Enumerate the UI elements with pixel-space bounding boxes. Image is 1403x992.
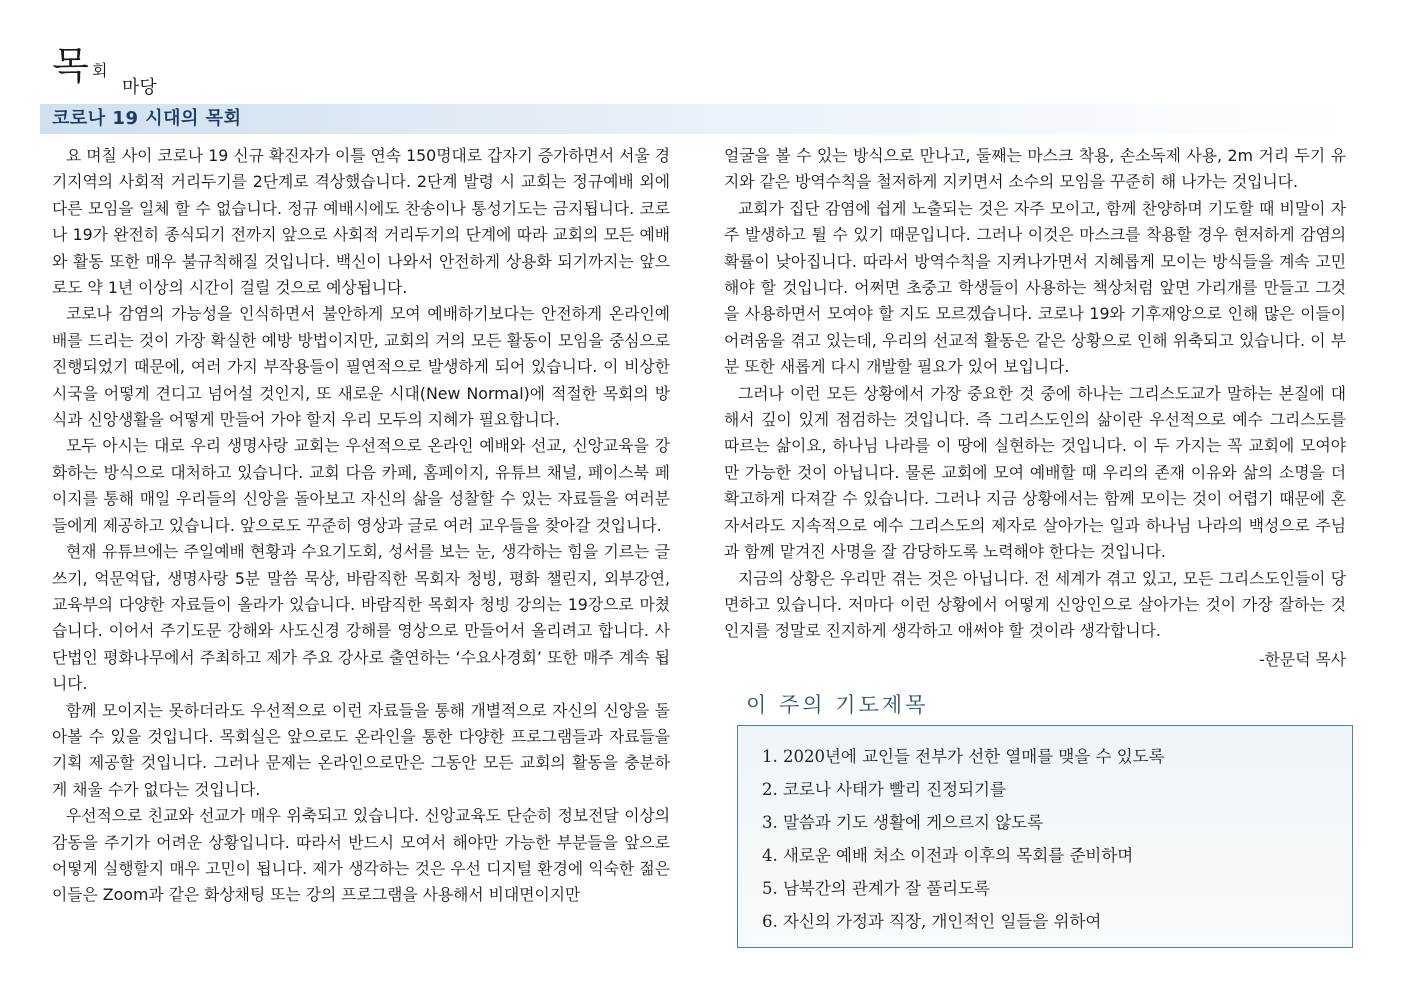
title-bar bbox=[40, 104, 1352, 134]
prayer-item: 6. 자신의 가정과 직장, 개인적인 일들을 위하여 bbox=[762, 912, 1102, 931]
page-title: 코로나 19 시대의 목회 bbox=[52, 108, 242, 129]
article-paragraph: 모두 아시는 대로 우리 생명사랑 교회는 우선적으로 온라인 예배와 선교, 신앙교육을 강화하는 방식으로 대처하고 있습니다. 교회 다음 카페, 홈페이지, 유튜브 채널, 페이스북 페이지를 통해 매일 우리들의 신앙을 돌아보고 자신의 삶을 성찰할 수 있는 자료들을 여러분들에게 제공하고 있습니다. 앞으로도 꾸준히 영상과 글로 여러 교우들을 찾아갈 것입니다. bbox=[52, 436, 670, 535]
article-paragraph: 그러나 이런 모든 상황에서 가장 중요한 것 중에 하나는 그리스도교가 말하는 본질에 대해서 깊이 있게 점검하는 것입니다. 즉 그리스도인의 삶이란 우선적으로 예수 그리스도를 따르는 삶이요, 하나님 나라를 이 땅에 실현하는 것입니다. 이 두 가지는 꼭 교회에 모여야만 가능한 것이 아닙니다. 물론 교회에 모여 예배할 때 우리의 존재 이유와 삶의 소명을 더 확고하게 다져갈 수 있습니다. 그러나 지금 상황에서는 함께 모이는 것이 어렵기 때문에 혼자서라도 지속적으로 예수 그리스도의 제자로 살아가는 일과 하나님 나라의 백성으로 주님과 함께 맡겨진 사명을 잘 감당하도록 노력해야 한다는 것입니다. bbox=[724, 383, 1346, 562]
logo-main-char: 목 bbox=[52, 44, 87, 88]
article-right-column bbox=[724, 143, 1346, 645]
prayer-item: 1. 2020년에 교인들 전부가 선한 열매를 맺을 수 있도록 bbox=[762, 747, 1165, 766]
article-paragraph: 현재 유튜브에는 주일예배 현황과 수요기도회, 성서를 보는 눈, 생각하는 힘을 기르는 글쓰기, 억문억답, 생명사랑 5분 말씀 묵상, 바람직한 목회자 청빙, 평화 챌린지, 외부강연, 교육부의 다양한 자료들이 올라가 있습니다. 바람직한 목회자 청빙 강의는 19강으로 마쳤습니다. 이어서 주기도문 강해와 사도신경 강해를 영상으로 만들어서 올리려고 합니다. 사단법인 평화나무에서 주최하고 제가 주요 강사로 출연하는 ‘수요사경회’ 또한 매주 계속 됩니다. bbox=[52, 542, 670, 694]
article-paragraph: 우선적으로 친교와 선교가 매우 위축되고 있습니다. 신앙교육도 단순히 정보전달 이상의 감동을 주기가 어려운 상황입니다. 따라서 반드시 모여서 해야만 가능한 부분들을 앞으로 어떻게 실행할지 매우 고민이 됩니다. 제가 생각하는 것은 우선 디지털 환경에 익숙한 젊은 이들은 Zoom과 같은 화상채팅 또는 강의 프로그램을 사용해서 비대면이지만 bbox=[52, 806, 670, 905]
prayer-item: 2. 코로나 사태가 빨리 진정되기를 bbox=[762, 780, 1006, 799]
logo-sup-char: 회 bbox=[92, 61, 108, 80]
prayer-box bbox=[737, 725, 1353, 948]
prayer-item: 5. 남북간의 관계가 잘 풀리도록 bbox=[762, 879, 990, 898]
author-signature: -한문덕 목사 bbox=[1258, 650, 1346, 669]
section-logo bbox=[52, 46, 182, 104]
prayer-item: 3. 말씀과 기도 생활에 게으르지 않도록 bbox=[762, 813, 1044, 832]
prayer-list bbox=[762, 740, 1165, 938]
article-paragraph: 코로나 감염의 가능성을 인식하면서 불안하게 모여 예배하기보다는 안전하게 온라인예배를 드리는 것이 가장 확실한 예방 방법이지만, 교회의 거의 모든 활동이 모임을 중심으로 진행되었기 때문에, 여러 가지 부작용들이 필연적으로 발생하게 되어 있습니다. 이 비상한 시국을 어떻게 견디고 넘어설 것인지, 또 새로운 시대(New Normal)에 적절한 목회의 방식과 신앙생활을 어떻게 만들어 가야 할지 우리 모두의 지혜가 필요합니다. bbox=[52, 304, 670, 430]
article-paragraph: 교회가 집단 감염에 쉽게 노출되는 것은 자주 모이고, 함께 찬양하며 기도할 때 비말이 자주 발생하고 튈 수 있기 때문입니다. 그러나 이것은 마스크를 착용할 경우 현저하게 감염의 확률이 낮아집니다. 따라서 방역수칙을 지켜나가면서 지혜롭게 모이는 방식들을 계속 고민해야 할 것입니다. 어쩌면 초중고 학생들이 사용하는 책상처럼 앞면 가리개를 만들고 그것을 사용하면서 모여야 할 지도 모르겠습니다. 코로나 19와 기후재앙으로 인해 많은 이들이 어려움을 겪고 있는데, 우리의 선교적 활동은 같은 상황으로 인해 위축되고 있습니다. 이 부분 또한 새롭게 다시 개발할 필요가 있어 보입니다. bbox=[724, 198, 1346, 377]
article-paragraph-continued: 얼굴을 볼 수 있는 방식으로 만나고, 둘째는 마스크 착용, 손소독제 사용, 2m 거리 두기 유지와 같은 방역수칙을 철저하게 지키면서 소수의 모임을 꾸준히 해 나가는 것입니다. bbox=[724, 146, 1346, 192]
prayer-item: 4. 새로운 예배 처소 이전과 이후의 목회를 준비하며 bbox=[762, 846, 1134, 865]
article-left-column bbox=[52, 143, 670, 909]
logo-sub-text: 마당 bbox=[122, 77, 157, 98]
prayer-heading: 이 주의 기도제목 bbox=[746, 693, 929, 717]
article-paragraph: 지금의 상황은 우리만 겪는 것은 아닙니다. 전 세계가 겪고 있고, 모든 그리스도인들이 당면하고 있습니다. 저마다 이런 상황에서 어떻게 신앙인으로 살아가는 것이 가장 잘하는 것인지를 정말로 진지하게 생각하고 애써야 할 것이라 생각합니다. bbox=[724, 568, 1346, 641]
article-paragraph: 함께 모이지는 못하더라도 우선적으로 이런 자료들을 통해 개별적으로 자신의 신앙을 돌아볼 수 있을 것입니다. 목회실은 앞으로도 온라인을 통한 다양한 프로그램들과 자료들을 기획 제공할 것입니다. 그러나 문제는 온라인으로만은 그동안 모든 교회의 활동을 충분하게 채울 수가 없다는 것입니다. bbox=[52, 700, 670, 799]
article-paragraph: 요 며칠 사이 코로나 19 신규 확진자가 이틀 연속 150명대로 갑자기 증가하면서 서울 경기지역의 사회적 거리두기를 2단계로 격상했습니다. 2단계 발령 시 교회는 정규예배 외에 다른 모임을 일체 할 수 없습니다. 정규 예배시에도 찬송이나 통성기도는 금지됩니다. 코로나 19가 완전히 종식되기 전까지 앞으로 사회적 거리두기의 단계에 따라 교회의 모든 예배와 활동 또한 매우 불규칙해질 것입니다. 백신이 나와서 안전하게 상용화 되기까지는 앞으로도 약 1년 이상의 시간이 걸릴 것으로 예상됩니다. bbox=[52, 146, 670, 298]
